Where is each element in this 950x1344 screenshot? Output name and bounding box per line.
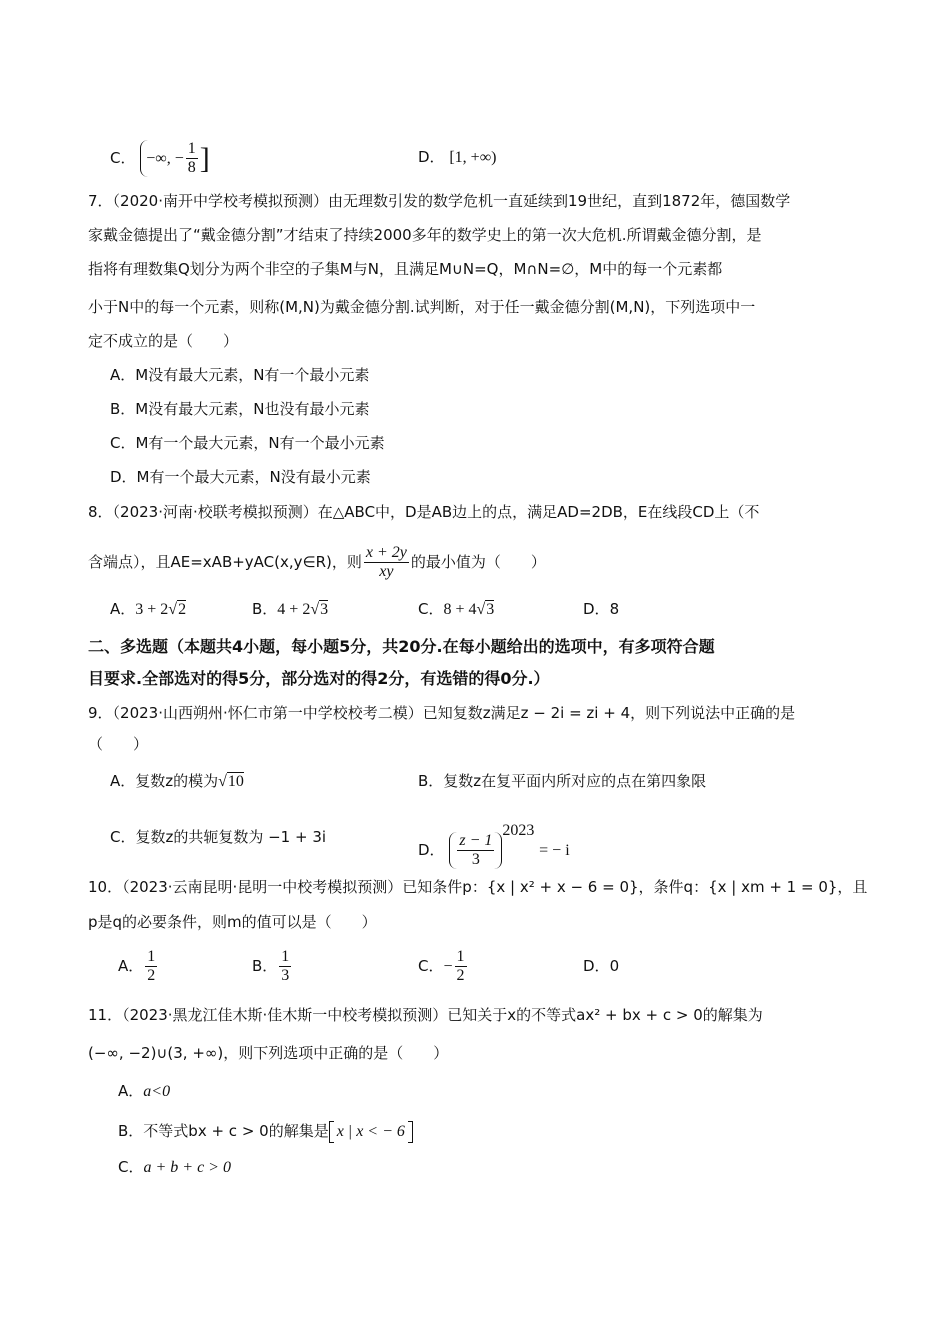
numerator: 1 [147,948,156,965]
sign: − [443,958,453,975]
section-2-title-line-1: 二、多选题（本题共4小题，每小题5分，共20分.在每小题给出的选项中，有多项符合题 [88,637,715,656]
q9-line-1: 9．（2023·山西朔州·怀仁市第一中学校校考二模）已知复数z满足z − 2i = zi + 4，则下列说法中正确的是 [88,704,796,722]
option-c-top [110,140,215,177]
q11-option-b [118,1120,413,1143]
q7-line-5: 定不成立的是（ ） [88,332,239,350]
q11-line-1: 11．（2023·黑龙江佳木斯·佳木斯一中校考模拟预测）已知关于x的不等式ax² + bx + c > 0的解集为 [88,1006,763,1024]
option-value: 8 [609,600,620,618]
q7-line-1: 7．（2020·南开中学校考模拟预测）由无理数引发的数学危机一直延续到19世纪，直到1872年，德国数学 [88,192,791,210]
q10-option-a [118,946,159,986]
radicand: 3 [320,601,329,618]
interval-c [140,140,214,177]
option-label: C． [418,600,444,618]
radicand: 3 [486,601,495,618]
q10-line-1: 10．（2023·云南昆明·昆明一中校考模拟预测）已知条件p：{x | x² + x − 6 = 0}，条件q：{x | xm + 1 = 0}，且 [88,878,868,896]
q10-line-2: p是q的必要条件，则m的值可以是（ ） [88,913,377,931]
option-text: A．复数z的模为 [110,772,219,790]
q9-line-2: （ ） [88,735,149,753]
section-2-title-line-2: 目要求.全部选对的得5分，部分选对的得2分，有选错的得0分.） [88,669,550,688]
q11-option-c [118,1156,231,1179]
q9-option-d [418,808,570,874]
option-label: B． [118,1122,144,1140]
option-label: A． [118,957,144,975]
q10-option-d [583,946,619,986]
option-label: B． [252,600,278,618]
denominator: 2 [147,967,156,984]
brace-left [329,1121,334,1143]
q7-option-b: B．M没有最大元素，N也没有最小元素 [110,400,370,418]
option-value: 4 + 2 [277,601,311,618]
denominator: xy [379,563,394,580]
radicand: 10 [227,773,244,790]
q8-line-2 [88,540,546,584]
q8-option-c: C．8 + 4√3 [418,600,495,618]
option-label: D． [583,957,610,975]
numerator: 1 [456,948,465,965]
q7-line-4: 小于N中的每一个元素，则称(M,N)为戴金德分割.试判断，对于任一戴金德分割(M,N)，下列选项中一 [88,298,756,316]
numerator: z − 1 [459,832,493,849]
q8-line-1: 8．（2023·河南·校联考模拟预测）在△ABC中，D是AB边上的点，满足AD=2DB，E在线段CD上（不 [88,503,760,521]
option-value: a + b + c > 0 [143,1159,231,1176]
q8-option-d [583,598,619,620]
option-label: B． [252,957,278,975]
q9-d-paren [449,832,502,869]
bracket-close: ] [199,141,210,175]
fraction [455,948,467,985]
q7-line-2: 家戴金德提出了“戴金德分割”才结束了持续2000多年的数学史上的第一次大危机.所谓戴金德分割，是 [88,226,762,244]
q7-line-3: 指将有理数集Q划分为两个非空的子集M与N，且满足M∪N=Q，M∩N=∅，M中的每一个元素都 [88,260,723,278]
q9-option-a: A．复数z的模为√10 [110,772,244,790]
q8-fraction [364,544,409,581]
q11-line-2: (−∞, −2)∪(3, +∞)，则下列选项中正确的是（ ） [88,1044,449,1062]
q9-option-c: C．复数z的共轭复数为 −1 + 3i [110,828,327,846]
option-label: C． [110,149,136,167]
option-value: a<0 [143,1083,171,1100]
denominator: 2 [456,967,465,984]
option-value: 0 [609,957,620,975]
option-text: 不等式bx + c > 0的解集是 [143,1122,329,1140]
fraction [145,948,157,985]
fraction [279,948,291,985]
q11-option-a [118,1080,170,1103]
fraction [186,140,198,177]
q7-option-c: C．M有一个最大元素，N有一个最小元素 [110,434,385,452]
option-value: 3 + 2 [135,601,169,618]
numerator: 1 [281,948,290,965]
option-value: 8 + 4 [443,601,477,618]
q7-option-d: D．M有一个最大元素，N没有最小元素 [110,468,371,486]
interval-lead: −∞, − [146,149,184,167]
denominator: 3 [281,967,290,984]
option-label: C． [418,957,444,975]
q7-option-a: A．M没有最大元素，N有一个最小元素 [110,366,370,384]
option-label: A． [118,1082,144,1100]
numerator: x + 2y [365,544,407,561]
q8-line-2-end: 的最小值为（ ） [410,553,546,571]
exponent: 2023 [502,822,535,839]
q8-option-b: B．4 + 2√3 [252,600,329,618]
radicand: 2 [178,601,187,618]
interval-d: [1, +∞) [449,149,497,166]
denominator: 3 [471,851,480,868]
solution-set: x | x < − 6 [336,1123,405,1140]
numerator: 1 [187,140,196,157]
option-label: A． [110,600,136,618]
fraction [457,832,494,869]
q8-line-2-start: 含端点），且AE=xAB+yAC(x,y∈R)，则 [88,553,362,571]
option-value: = − i [539,842,570,859]
option-d-top [418,146,496,169]
q8-option-a: A．3 + 2√2 [110,600,187,618]
q9-option-b: B．复数z在复平面内所对应的点在第四象限 [418,772,707,790]
brace-right [408,1121,413,1143]
option-label: D． [583,600,610,618]
option-label: D． [418,841,445,859]
denominator: 8 [187,159,196,176]
q10-option-c [418,946,469,987]
q10-option-b [252,946,293,986]
option-label: D． [418,148,445,166]
option-label: C． [118,1158,144,1176]
